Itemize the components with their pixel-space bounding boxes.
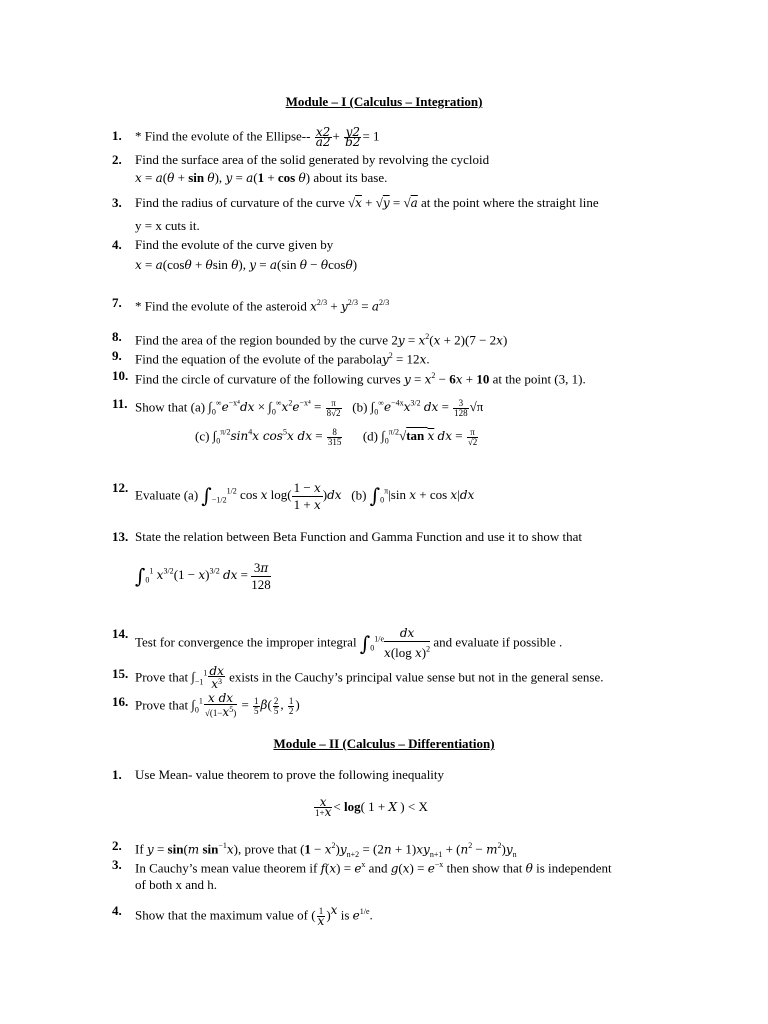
integral-b: $\int_0^\infty e^{-4x}x^{3/2}$ dx = $\frac{3}{128}$ √π: [370, 397, 484, 418]
question-text: State the relation between Beta Function and Gamma Function and use it to show that: [135, 529, 582, 544]
document-page: Module – I (Calculus – Integration) 1. * Find the evolute of the Ellipse-- $\frac{x2}{a2}$ + $\frac{y2}{b2}$ = 1 2. Find the surface area of the solid generated by revolving the cycloid x = a(θ + sin θ), y = a(1 + cos θ) about its base. 3. Find the radius of curvature of the curve √x + √y = √a at the point where the straight line y = x cuts it. 4. Find the evolute of the curve given by x = a(cosθ + θsin θ), y = a(sin θ − θcosθ) 7. * Find the evolute of the asteroid $x^{2/3} + y^{2/3} = a^{2/3}$ 8. Find the area of the region bounded by the curve $2y = x^2(x + 2)(7 - 2x)$ 9. Find the equation of the evolute of the parabolay$^2$ = 12x. 10. Find the circle of curvature of the following curves $y = x^2 - 6x + 10$ at the point (3, 1). 11. Show that (a) $\int_0^\infty e^{-x^4}dx \times \int_0^\infty x^2e^{-x^4}$ = $\frac{\pi}{8√2}$ (b) $\int_0^\infty e^{-4x}x^{3/2}$ dx = $\frac{3}{128}$ √π (c) $\int_0^{\pi/2}\sin^4x$ $\cos^5x$ dx = $\frac{8}{315}$ (d) $\int_0^{\pi/2}√\tan$ x dx = $\frac{\pi}{√2}$ 12. Evaluate (a) $\int_{-1/2}^{1/2}$ cos x log( $\frac{1 - x}{1 + x})dx$ (b) $\int_0^\pi|\sin$ x + cos x|dx 13. State the relation between Beta Function and Gamma Function and use it to show that $\int_0^1$ $x^{3/2}(1 - x)^{3/2}$ dx = $\frac{3\pi}{128}$ 14. Test for convergence the improper integral $\int_0^{1/e}$ $\frac{dx}{x(\log x)^2}$ and evaluate if possible . 15. Prove that $\int_{-1}^1$ $\frac{dx}{x^3}$ exists in the Cauchy’s principal value sense but not in the general sense. 16. Prove that $\int_0^1$ $\frac{\text{x dx}}{√(1-x^5)}$ = $\frac{1}{5}$ β( $\frac{2}{5}$ , $\frac{1}{2}$ ) Module – II (Calculus – Differentiation) 1. Use Mean- value theorem to prove the following inequality $\frac{x}{1+x}$ < log( 1 + X ) < X 2. If y = sin(m $\sin^{-1}x$), prove that $(1 - x^2)y_{n+2} = (2n + 1)xy_{n+1} + (n^2 - m^2)y_n$ 3. In Cauchy’s mean value theorem if $f(x) = e^x$ and $g(x) = e^{-x}$ then show that θ is independent of both x and h. 4. Show that the maximum value of ( $\frac{1}{x}$ )$^x$ is $e^{1/e}$.: [0, 0, 768, 1024]
integral-a: $\int_0^\infty e^{-x^4}dx \times \int_0^\infty x^2e^{-x^4}$ = $\frac{\pi}{8√2}$: [208, 397, 341, 418]
question-number: 14.: [112, 626, 129, 641]
question-number: 11.: [112, 396, 128, 411]
question-number: 2.: [112, 152, 122, 167]
curve-equation: √x + √y = √a: [347, 195, 418, 210]
module-1-heading: Module – I (Calculus – Integration): [285, 94, 483, 109]
question-4-equation: x = a(cosθ + θsin θ), y = a(sin θ − θcosθ): [135, 257, 358, 272]
question-text-tail: at the point where the straight line: [421, 195, 599, 210]
question-number: 1.: [112, 767, 122, 782]
fraction-y2-b2: $\frac{y2}{b2}$: [345, 125, 361, 149]
equation-end: = 1: [362, 128, 380, 144]
question-text-is: is: [340, 907, 350, 923]
label-b: (b): [352, 399, 368, 415]
label-d: (d): [362, 428, 378, 444]
module-2-heading: Module – II (Calculus – Differentiation): [273, 736, 495, 751]
question-number: 10.: [112, 368, 129, 383]
question-2-line-2: x = a(θ + sin θ), y = a(1 + cos θ) about its base.: [135, 170, 388, 185]
question-13-equation: $\int_0^1$ $x^{3/2}(1 - x)^{3/2}$ dx = $\frac{3\pi}{128}$: [135, 560, 271, 592]
question-text-tail: and evaluate if possible .: [433, 634, 563, 650]
question-number: 3.: [112, 195, 122, 210]
question-text: Find the area of the region bounded by the curve: [135, 332, 389, 348]
question-number: 4.: [112, 903, 122, 918]
question-text: Find the circle of curvature of the following curves: [135, 371, 401, 387]
inequality: $\frac{x}{1+x}$ < log( 1 + X ) < X: [315, 795, 428, 819]
question-number: 8.: [112, 329, 122, 344]
question-text: Find the equation of the evolute of the parabola: [135, 351, 382, 367]
question-text: * Find the evolute of the Ellipse--: [135, 128, 311, 144]
question-number: 1.: [112, 128, 122, 143]
question-text: Show that the maximum value of: [135, 907, 308, 923]
fraction-x2-a2: $\frac{x2}{a2}$: [315, 125, 331, 149]
question-number: 12.: [112, 480, 129, 495]
question-text: Find the surface area of the solid generated by revolving the cycloid: [135, 152, 490, 167]
question-text: Show that (a): [135, 399, 206, 415]
question-text: * Find the evolute of the asteroid: [135, 298, 307, 314]
question-number: 3.: [112, 857, 122, 872]
question-text: Test for convergence the improper integral: [135, 634, 357, 650]
integral-12b: $\int_0^\pi|\sin$ x + cos x|dx: [369, 484, 475, 508]
question-text-then: then show that: [446, 860, 523, 876]
integral-15: $\int_{-1}^1$ $\frac{dx}{x^3}$: [191, 663, 224, 691]
question-number: 9.: [112, 348, 122, 363]
question-text-tail: at the point (3, 1).: [492, 371, 586, 387]
question-number: 4.: [112, 237, 122, 252]
question-text-and: and: [368, 860, 388, 876]
integral-c: $\int_0^{\pi/2}\sin^4x$ $\cos^5x$ dx = $\frac{8}{315}$: [212, 427, 342, 447]
question-number: 2.: [112, 838, 122, 853]
question-text-tail: exists in the Cauchy’s principal value sense but not in the general sense.: [229, 669, 604, 685]
integral-16: $\int_0^1$ $\frac{\text{x dx}}{√(1-x^5)}$ = $\frac{1}{5}$ β( $\frac{2}{5}$ , $\frac{1}{2}$ ): [191, 691, 300, 720]
question-text: Use Mean- value theorem to prove the following inequality: [135, 767, 445, 782]
question-text: Find the radius of curvature of the curve: [135, 195, 345, 210]
question-text-mid: , prove that: [237, 841, 297, 857]
integral-d: $\int_0^{\pi/2}√\tan$ x dx = $\frac{\pi}{√2}$: [381, 427, 478, 447]
module-2-question-3-line-2: of both x and h.: [135, 877, 217, 892]
question-text-tail: is independent: [536, 860, 612, 876]
question-text: Prove that: [135, 669, 189, 685]
question-3-line-2: y = x cuts it.: [135, 218, 200, 233]
question-number: 16.: [112, 694, 129, 709]
question-text: Prove that: [135, 697, 189, 713]
integral-14: $\int_0^{1/e}$ $\frac{dx}{x(\log x)^2}$: [359, 626, 431, 661]
question-number: 13.: [112, 529, 129, 544]
question-text: If: [135, 841, 144, 857]
label-c: (c): [195, 428, 210, 444]
question-11-line-2: [195, 428, 479, 447]
question-text: Find the evolute of the curve given by: [135, 237, 334, 252]
question-number: 7.: [112, 295, 122, 310]
question-number: 15.: [112, 666, 129, 681]
label-b: (b): [351, 487, 367, 503]
question-text: In Cauchy’s mean value theorem if: [135, 860, 318, 876]
question-text: about its base.: [313, 170, 388, 185]
integral-12a: $\int_{-1/2}^{1/2}$ cos x log( $\frac{1 - x}{1 + x})dx$: [201, 480, 342, 512]
question-text: Evaluate (a): [135, 487, 199, 503]
